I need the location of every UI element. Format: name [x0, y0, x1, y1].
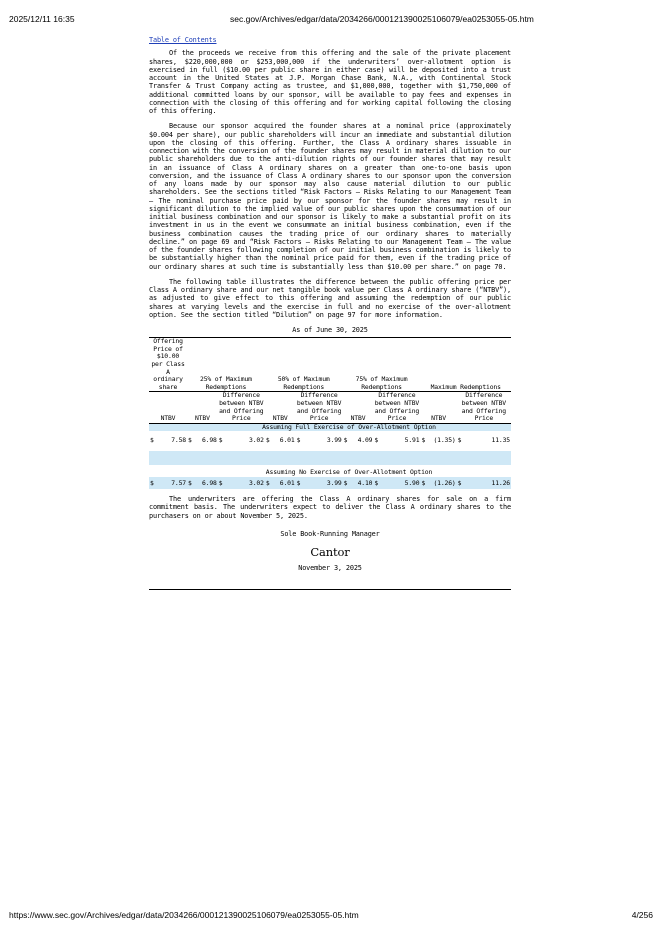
- section-no-exercise: Assuming No Exercise of Over-Allotment Option: [265, 467, 433, 476]
- print-datetime: 2025/12/11 16:35: [9, 14, 75, 24]
- dilution-table: [149, 337, 511, 489]
- document-body: [149, 36, 511, 590]
- group-header-75: 75% of Maximum Redemptions: [343, 338, 421, 392]
- table-row: $ 7.58 $ 6.98 $ 3.02 $ 6.01 $ 3.99 $ 4.09 $ 5.91 $ (1.35) $ 11.35: [150, 436, 510, 445]
- paragraph-dilution: Because our sponsor acquired the founder shares at a nominal price (approximately $0.004 per share), our public shareholders will incur an immediate and substantial dilution upon the closing of this offering. Further, the Class A ordinary shares issuable in connection with the conversion of the founder shares may result in material dilution to our public shareholders due to the anti-dilution rights of our founder shares that may result in an issuance of Class A ordinary shares on a greater than one-to-one basis upon conversion, and the issuance of Class A ordinary shares to our sponsor upon the conversion of any loans made by our sponsor may also cause material dilution to our public shareholders. See the sections titled “Risk Factors — Risks Relating to our Management Team — The nominal purchase price paid by our sponsor for the founder shares may result in significant dilution to the implied value of our public shares upon the consummation of our initial business combination and our sponsor is likely to make a substantial profit on its investment in us in the event we consummate an initial business combination, even if the business combination causes the trading price of our ordinary shares to materially decline.” on page 69 and “Risk Factors — Risks Relating to our Management Team — The value of the founder shares following completion of our initial business combination is likely to be substantially higher than the nominal price paid for them, even if the trading price of our ordinary shares at such time is substantially less than $10.00 per share.” on page 70.: [149, 122, 511, 271]
- col-header-ntbv: NTBV: [420, 392, 456, 423]
- col-header-ntbv: NTBV: [149, 392, 187, 423]
- col-header-difference: Difference between NTBV and Offering Price: [374, 391, 420, 423]
- manager-label: Sole Book-Running Manager: [280, 529, 380, 538]
- col-header-difference: Difference between NTBV and Offering Price: [219, 391, 264, 423]
- group-header-25: 25% of Maximum Redemptions: [187, 338, 265, 392]
- col-header-difference: Difference between NTBV and Offering Price: [457, 392, 511, 423]
- table-of-contents-link[interactable]: Table of Contents: [149, 36, 217, 44]
- col-header-ntbv: NTBV: [343, 392, 374, 423]
- group-header-50: 50% of Maximum Redemptions: [265, 338, 343, 392]
- col-header-ntbv: NTBV: [265, 392, 296, 423]
- paragraph-underwriters: The underwriters are offering the Class A ordinary shares for sale on a firm commitment basis. The underwriters expect to deliver the Class A ordinary shares to the purchasers on or about November 5, 2025.: [149, 495, 511, 520]
- offering-price-header: Offering Price of $10.00 per Class A ordinary share: [149, 338, 187, 392]
- section-full-exercise: Assuming Full Exercise of Over-Allotment Option: [187, 423, 511, 431]
- print-page-number: 4/256: [631, 910, 653, 920]
- paragraph-proceeds: Of the proceeds we receive from this offering and the sale of the private placement shares, $220,000,000 or $253,000,000 if the underwriters’ over-allotment option is exercised in full ($10.00 per public share in either case) will be deposited into a trust account in the United States at J.P. Morgan Chase Bank, N.A., with Continental Stock Transfer & Trust Company acting as trustee, and $1,000,000, together with $1,750,000 of additional committed loans by our sponsor, will be available to pay fees and expenses in connection with the closing of this offering and for working capital following the closing of this offering.: [149, 49, 511, 115]
- paragraph-table-intro: The following table illustrates the difference between the public offering price per Class A ordinary share and our net tangible book value per Class A ordinary share (“NTBV”), as adjusted to give effect to this offering and assuming the redemption of our public shares at varying levels and the exercise in full and no exercise of the over-allotment option. See the section titled “Dilution” on page 97 for more information.: [149, 277, 511, 319]
- print-page-title: sec.gov/Archives/edgar/data/2034266/000121390025106079/ea0253055-05.htm: [230, 14, 534, 24]
- col-header-difference: Difference between NTBV and Offering Price: [296, 391, 342, 423]
- col-header-ntbv: NTBV: [187, 392, 218, 423]
- prospectus-date: November 3, 2025: [298, 564, 362, 573]
- manager-name: Cantor: [310, 545, 350, 560]
- group-header-max: Maximum Redemptions: [420, 338, 511, 392]
- section-divider: [149, 589, 511, 590]
- table-row: $ 7.57 $ 6.98 $ 3.02 $ 6.01 $ 3.99 $ 4.10 $ 5.90 $ (1.26) $ 11.26: [149, 477, 511, 490]
- table-as-of-date: As of June 30, 2025: [292, 326, 368, 334]
- print-url: https://www.sec.gov/Archives/edgar/data/2034266/000121390025106079/ea0253055-05.htm: [9, 910, 359, 920]
